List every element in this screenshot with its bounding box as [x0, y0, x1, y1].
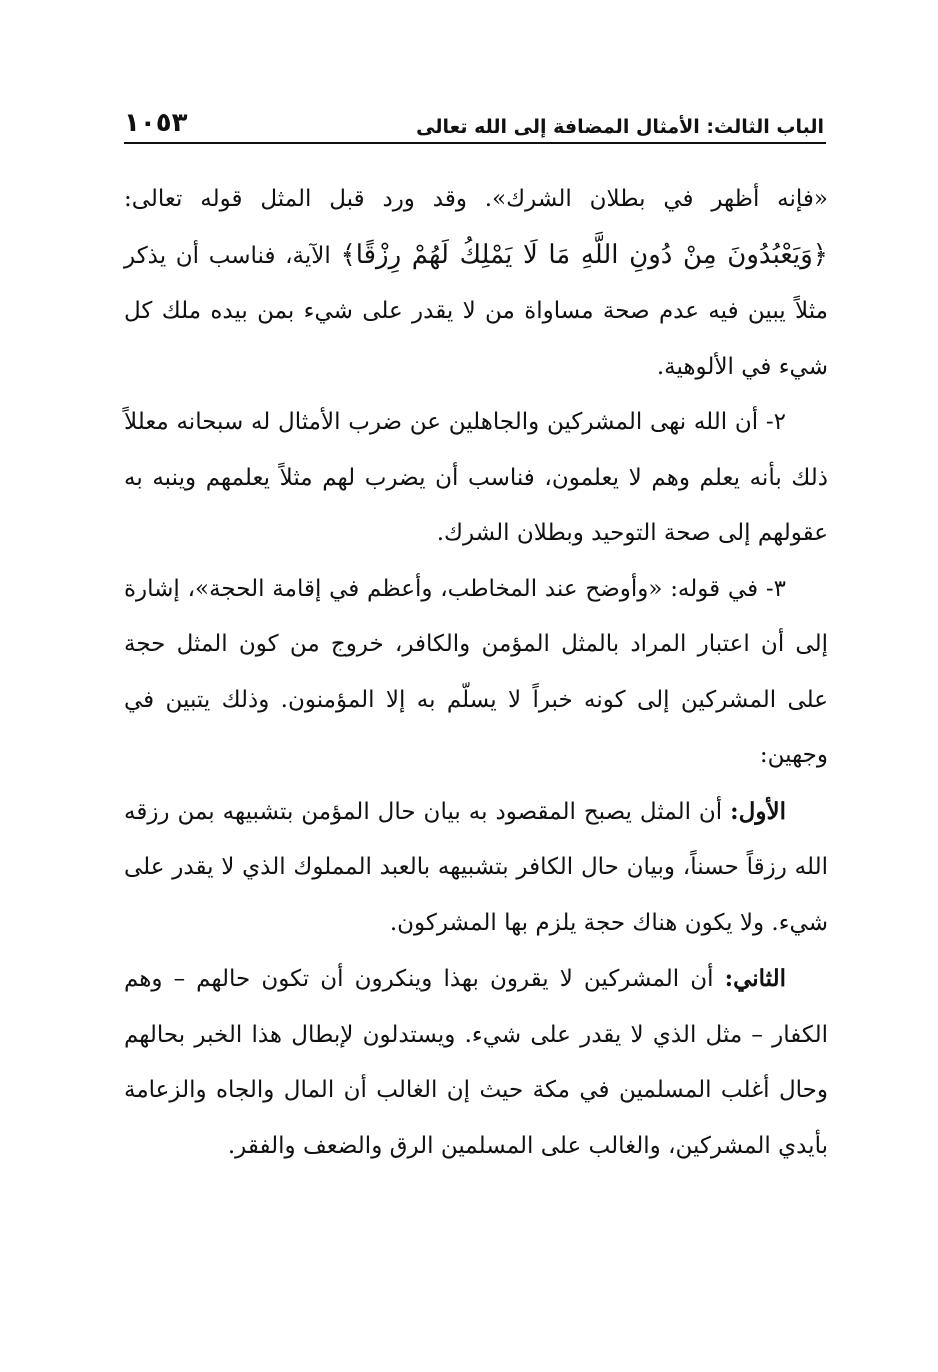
paragraph-1-closing: الآية، فناسب أن يذكر مثلاً يبين فيه عدم صحة مساواة من لا يقدر على شيء بمن بيده ملك كل شيء في الألوهية. — [124, 242, 828, 380]
paragraph-5 — [124, 951, 828, 1174]
point-second-label: الثاني: — [724, 965, 786, 992]
paragraph-1 — [124, 172, 828, 395]
paragraph-1-opening: «فإنه أظهر في بطلان الشرك». وقد ورد قبل المثل قوله تعالى: — [124, 186, 828, 212]
point-first-label: الأول: — [730, 797, 786, 825]
running-header — [124, 98, 824, 138]
point-first-text: أن المثل يصبح المقصود به بيان حال المؤمن بتشبيهه بمن رزقه الله رزقاً حسناً، وبيان حال الكافر بتشبيهه بالعبد المملوك الذي لا يقدر على شيء. ولا يكون هناك حجة يلزم بها المشركون. — [124, 798, 828, 936]
chapter-title: الباب الثالث: الأمثال المضافة إلى الله تعالى — [416, 116, 824, 138]
quran-verse: ﴿وَيَعْبُدُونَ مِنْ دُونِ اللَّهِ مَا لَا يَمْلِكُ لَهُمْ رِزْقًا﴾ — [340, 239, 828, 270]
point-second-text: أن المشركين لا يقرون بهذا وينكرون أن تكون حالهم – وهم الكفار – مثل الذي لا يقدر على شيء. ويستدلون لإبطال هذا الخبر بحالهم وحال أغلب المسلمين في مكة حيث إن الغالب أن المال والجاه والزعامة بأيدي المشركين، والغالب على المسلمين الرق والضعف والفقر. — [124, 966, 828, 1159]
page-body — [124, 172, 828, 1174]
paragraph-4 — [124, 784, 828, 952]
paragraph-2: ٢- أن الله نهى المشركين والجاهلين عن ضرب الأمثال له سبحانه معللاً ذلك بأنه يعلم وهم لا يعلمون، فناسب أن يضرب لهم مثلاً يعلمهم وينبه به عقولهم إلى صحة التوحيد وبطلان الشرك. — [124, 409, 828, 546]
header-divider — [124, 142, 826, 144]
page-number: ١٠٥٣ — [124, 108, 188, 138]
paragraph-3: ٣- في قوله: «وأوضح عند المخاطب، وأعظم في إقامة الحجة»، إشارة إلى أن اعتبار المراد بالمثل المؤمن والكافر، خروج من كون المثل حجة على المشركين إلى كونه خبراً لا يسلّم به إلا المؤمنون. وذلك يتبين في وجهين: — [124, 575, 828, 768]
